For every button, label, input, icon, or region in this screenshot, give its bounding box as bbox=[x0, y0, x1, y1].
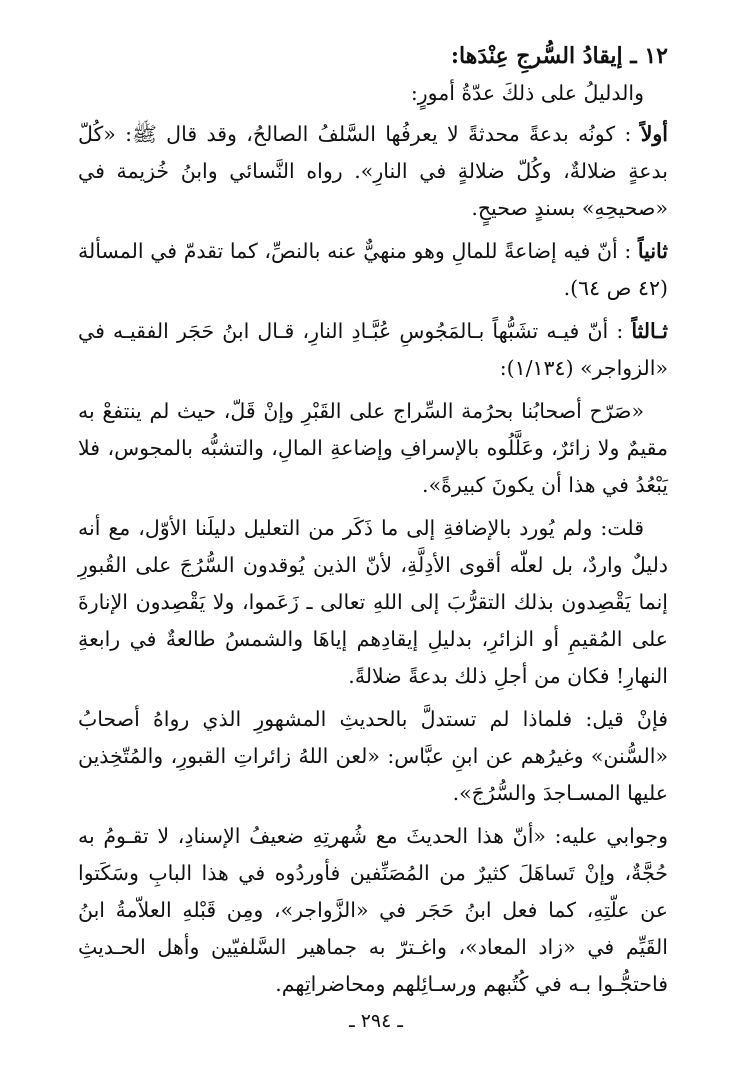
point-three-text: : أنّ فيـه تشَبُّهاً بـالمَجُوسِ عُبَّـادِ النارِ، قـال ابنُ حَجَر الفقيـه في «الزواجر» (١/١٣٤): bbox=[78, 319, 668, 380]
paragraph-jawab: وجوابي عليه: «أنّ هذا الحديثَ مع شُهرتِهِ ضعيفُ الإسنادِ، لا تقـومُ به حُجَّةٌ، وإنْ تَساهَلَ كثيرٌ من المُصَنِّفين فأوردُوه في هذا البابِ وسَكَتوا عن علّتِهِ، كما فعل ابنُ حَجَر في «الزَّواجر»، ومِن قَبْلهِ العلاّمةُ ابنُ القَيِّم في «زاد المعاد»، واغـترّ به جماهير السَّلفيّين وأهل الحـديثِ فاحتجُّـوا بـه في كُتُبهم ورسـائِلهم ومحاضراتِهم. bbox=[78, 824, 668, 996]
point-three bbox=[78, 313, 668, 387]
page-number: ـ ٢٩٤ ـ bbox=[349, 1010, 403, 1032]
paragraph-qult: قلت: ولم يُورد بالإضافةِ إلى ما ذَكَر من التعليل دليلَنا الأوّل، مع أنه دليلٌ واردٌ، بل لعلّه أقوى الأدِلَّةِ، لأنّ الذين يُوقدون السُّرُجَ على القُبورِ إنما يَقْصِدون بذلك التقرُّبَ إلى اللهِ تعالى ـ زَعَموا، ولا يَقْصِدون الإنارةَ على المُقيمِ أو الزائرِ، بدليلِ إيقادِهم إياهَا والشمسُ طالعةٌ في رابعةِ النهارِ! فكان من أجلِ ذلك بدعةً ضلالةً. bbox=[78, 516, 668, 688]
point-three-label: ثـالثاً bbox=[631, 319, 668, 343]
point-one-label: أولاً bbox=[640, 122, 668, 146]
point-two bbox=[78, 233, 668, 307]
intro-line: والدليلُ على ذلكَ عدّةُ أمورٍ: bbox=[410, 81, 644, 105]
point-one-text: : كونُه بدعةً محدثةً لا يعرفُها السَّلفُ الصالحُ، وقد قال ﷺ: «كُلّ بدعةٍ ضلالةٌ، وكُلّ ضلالةٍ في النارِ». رواه النَّسائي وابنُ خُزيمة في «صحيحِهِ» بسندٍ صحيحٍ. bbox=[78, 122, 668, 220]
quoted-passage: «صَرّح أصحابُنا بحرُمة السِّراج على القَبْرِ وإنْ قَلّ، حيث لم ينتفعْ به مقيمٌ ولا زائرٌ، وعَلَّلُوه بالإسرافِ وإضاعةِ المالِ، والتشبُّه بالمجوس، فلا يَبْعُدُ في هذا أن يكونَ كبيرةً». bbox=[78, 399, 668, 497]
point-two-label: ثانياً bbox=[637, 239, 668, 263]
page-body bbox=[78, 38, 668, 1009]
paragraph-fain: فإنْ قيل: فلماذا لم تستدلَّ بالحديثِ المشهورِ الذي رواهُ أصحابُ «السُّنن» وغيرُهم عن ابنِ عبَّاس: «لعن اللهُ زائراتِ القبورِ، والمُتّخِذين عليها المسـاجدَ والسُّرُجَ». bbox=[78, 707, 668, 805]
section-heading: ١٢ ـ إيقادُ السُّرجِ عِنْدَها: bbox=[450, 43, 668, 69]
point-two-text: : أنّ فيه إضاعةً للمالِ وهو منهيٌّ عنه بالنصِّ، كما تقدمّ في المسألة (٤٢ ص ٦٤). bbox=[78, 239, 668, 300]
point-one bbox=[78, 116, 668, 227]
